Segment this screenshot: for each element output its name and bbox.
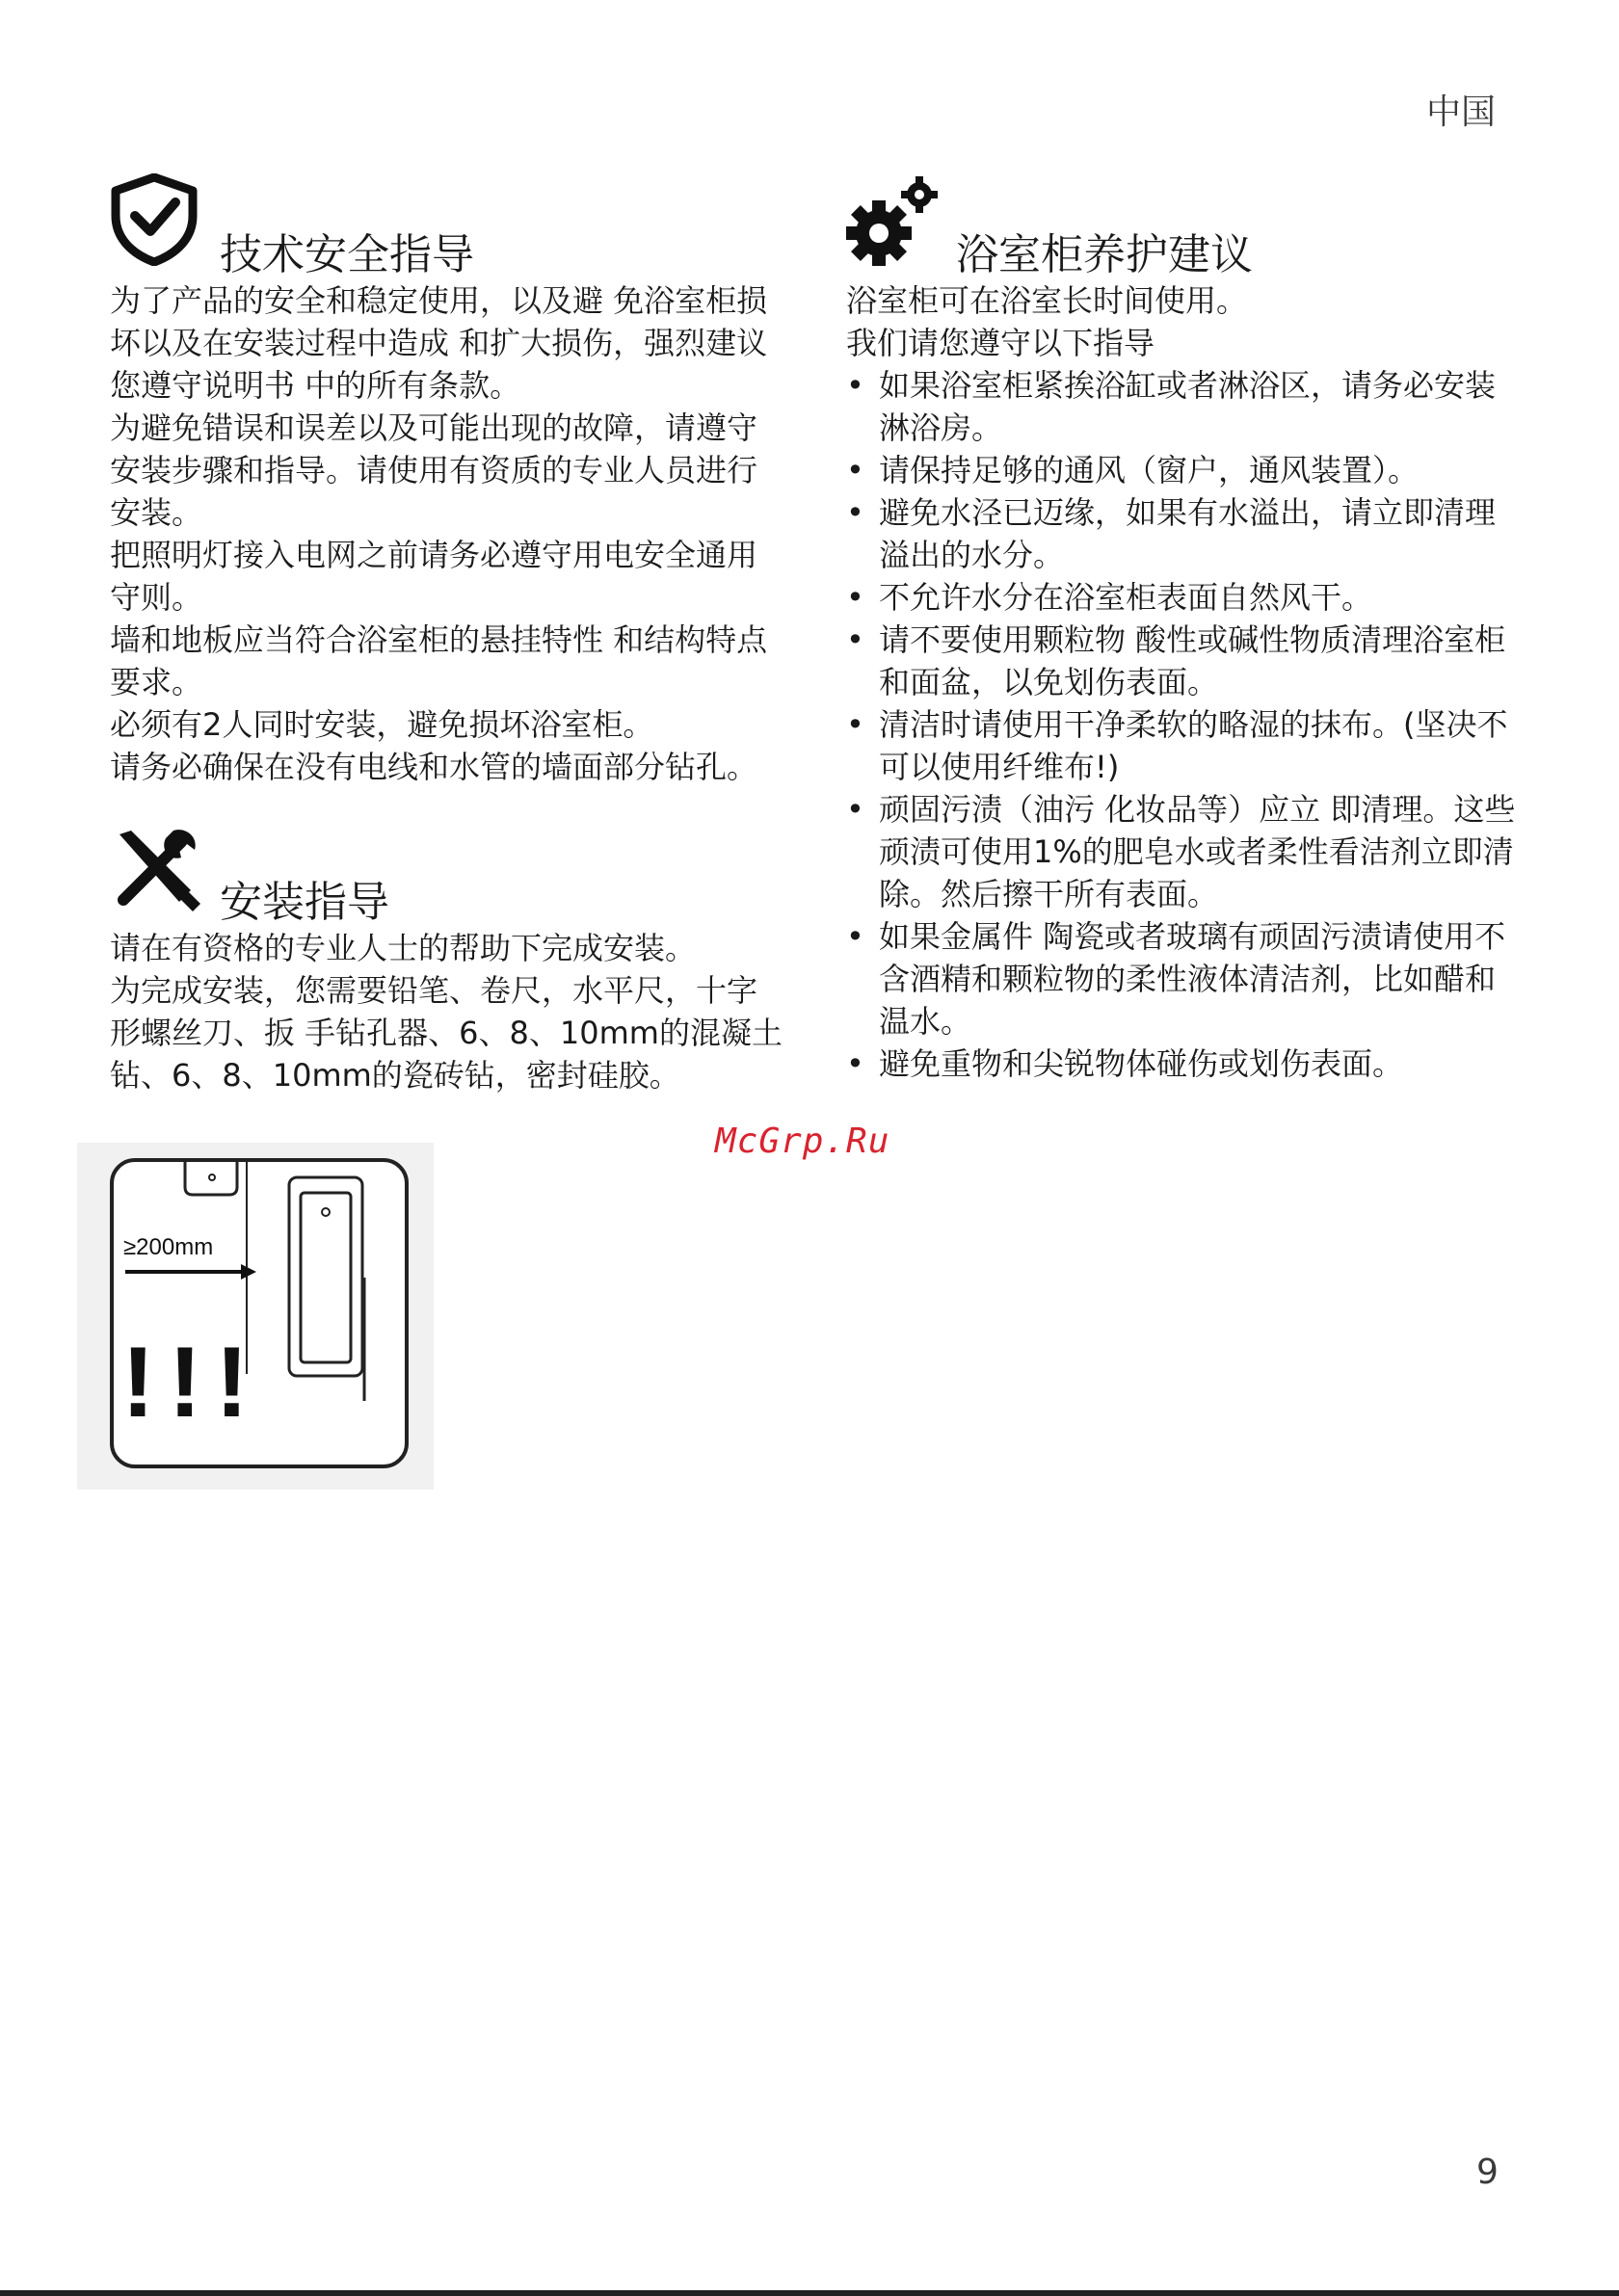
left-column bbox=[110, 173, 784, 1096]
safety-heading bbox=[110, 173, 784, 279]
bottom-divider bbox=[0, 2290, 1619, 2296]
care-heading bbox=[846, 173, 1521, 279]
warning-marks: !!! bbox=[121, 1327, 262, 1438]
language-label: 中国 bbox=[1426, 92, 1497, 132]
safety-paragraph: 为避免错误和误差以及可能出现的故障，请遵守安装步骤和指导。请使用有资质的专业人员进行安装。 bbox=[110, 409, 758, 531]
care-list-item: • 顽固污渍（油污 化妆品等）应立 即清理。这些顽渍可使用1%的肥皂水或者柔性看洁剂立即清除。然后擦干所有表面。 bbox=[846, 788, 1521, 915]
tools-icon bbox=[110, 821, 202, 913]
care-list-item: • 避免水泾已迈缘，如果有水溢出，请立即清理溢出的水分。 bbox=[846, 491, 1521, 576]
shield-check-icon bbox=[110, 173, 199, 266]
install-title: 安装指导 bbox=[220, 878, 389, 927]
installation-illustration bbox=[77, 1143, 434, 1490]
watermark-text: McGrp.Ru bbox=[715, 1122, 890, 1161]
care-list bbox=[846, 364, 1521, 1085]
care-list-item: • 避免重物和尖锐物体碰伤或划伤表面。 bbox=[846, 1042, 1521, 1085]
care-list-item: • 如果浴室柜紧挨浴缸或者淋浴区，请务必安装淋浴房。 bbox=[846, 364, 1521, 449]
page-number: 9 bbox=[1476, 2152, 1499, 2192]
safety-paragraph: 为了产品的安全和稳定使用，以及避 免浴室柜损坏以及在安装过程中造成 和扩大损伤，强烈建议您遵守说明书 中的所有条款。 bbox=[110, 282, 768, 404]
care-list-item: • 请不要使用颗粒物 酸性或碱性物质清理浴室柜和面盆，以免划伤表面。 bbox=[846, 619, 1521, 703]
gears-icon bbox=[846, 173, 942, 266]
care-list-item: • 如果金属件 陶瓷或者玻璃有顽固污渍请使用不含酒精和颗粒物的柔性液体清洁剂，比如醋和温水。 bbox=[846, 915, 1521, 1042]
care-list-item: • 清洁时请使用干净柔软的略湿的抹布。(坚决不可以使用纤维布!) bbox=[846, 703, 1521, 788]
right-column bbox=[846, 173, 1521, 1085]
safety-title: 技术安全指导 bbox=[220, 230, 474, 279]
care-intro: 我们请您遵守以下指导 bbox=[846, 325, 1155, 361]
safety-paragraph: 请务必确保在没有电线和水管的墙面部分钻孔。 bbox=[110, 749, 758, 785]
safety-paragraph: 墙和地板应当符合浴室柜的悬挂特性 和结构特点要求。 bbox=[110, 621, 768, 700]
dimension-label: ≥200mm bbox=[123, 1234, 214, 1260]
care-list-item: • 不允许水分在浴室柜表面自然风干。 bbox=[846, 576, 1521, 619]
safety-paragraph: 必须有2人同时安装，避免损坏浴室柜。 bbox=[110, 706, 654, 743]
care-title: 浴室柜养护建议 bbox=[956, 230, 1253, 279]
install-heading bbox=[110, 821, 784, 927]
install-paragraph: 为完成安装，您需要铅笔、卷尺，水平尺，十字形螺丝刀、扳 手钻孔器、6、8、10mm的混凝土钻、6、8、10mm的瓷砖钻，密封硅胶。 bbox=[110, 972, 783, 1094]
install-paragraph: 请在有资格的专业人士的帮助下完成安装。 bbox=[110, 930, 697, 966]
care-list-item: • 请保持足够的通风（窗户，通风装置）。 bbox=[846, 449, 1521, 491]
safety-paragraph: 把照明灯接入电网之前请务必遵守用电安全通用守则。 bbox=[110, 537, 758, 616]
care-intro: 浴室柜可在浴室长时间使用。 bbox=[846, 282, 1248, 319]
